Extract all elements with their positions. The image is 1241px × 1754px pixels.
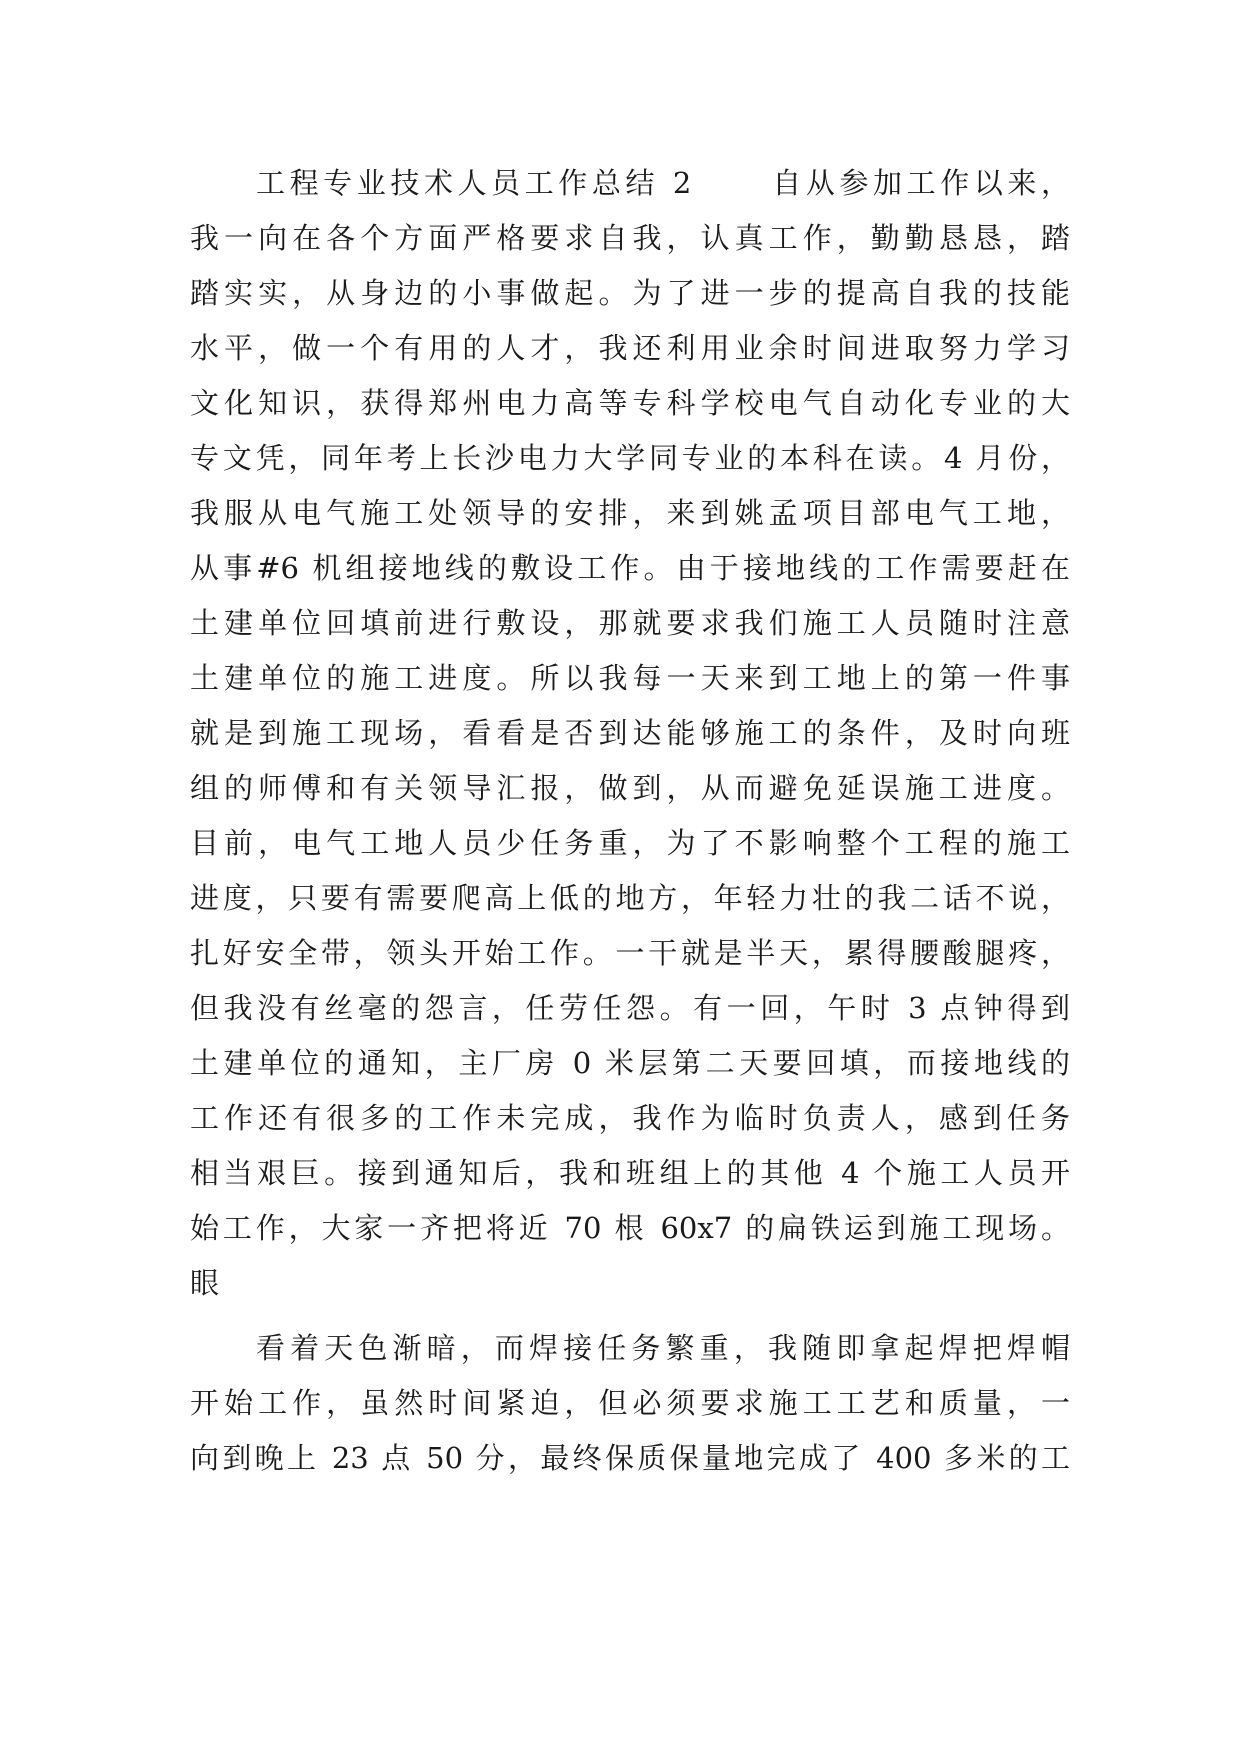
text-line: 开始工作，虽然时间紧迫，但必须要求施工工艺和质量，一 [190,1386,1070,1420]
text-line: 从事#6 机组接地线的敷设工作。由于接地线的工作需要赶在 [190,551,1070,585]
text-line: 专文凭，同年考上长沙电力大学同专业的本科在读。4 月份， [190,441,1070,475]
paragraph-2 [190,1321,1070,1486]
text-line: 文化知识，获得郑州电力高等专科学校电气自动化专业的大 [190,386,1070,420]
text-line: 土建单位的施工进度。所以我每一天来到工地上的第一件事 [190,661,1070,695]
text-line: 踏实实，从身边的小事做起。为了进一步的提高自我的技能 [190,276,1070,310]
paragraph-1 [190,156,1070,1311]
text-line: 目前，电气工地人员少任务重，为了不影响整个工程的施工 [190,826,1070,860]
text-line: 就是到施工现场，看看是否到达能够施工的条件，及时向班 [190,716,1070,750]
text-line: 工程专业技术人员工作总结 2 自从参加工作以来， [256,166,1070,200]
text-line: 我一向在各个方面严格要求自我，认真工作，勤勤恳恳，踏 [190,221,1070,255]
text-line: 水平，做一个有用的人才，我还利用业余时间进取努力学习 [190,331,1070,365]
body-text [190,156,1070,1486]
text-line: 始工作，大家一齐把将近 70 根 60x7 的扁铁运到施工现场。 [190,1211,1070,1245]
text-line: 进度，只要有需要爬高上低的地方，年轻力壮的我二话不说， [190,881,1070,915]
text-line: 我服从电气施工处领导的安排，来到姚孟项目部电气工地， [190,496,1070,530]
text-line: 但我没有丝毫的怨言，任劳任怨。有一回，午时 3 点钟得到 [190,991,1070,1025]
text-line: 组的师傅和有关领导汇报，做到，从而避免延误施工进度。 [190,771,1070,805]
text-line: 看着天色渐暗，而焊接任务繁重，我随即拿起焊把焊帽 [256,1331,1070,1365]
text-line: 工作还有很多的工作未完成，我作为临时负责人，感到任务 [190,1101,1070,1135]
text-line: 相当艰巨。接到通知后，我和班组上的其他 4 个施工人员开 [190,1156,1070,1190]
text-line: 眼 [190,1266,220,1300]
text-line: 土建单位的通知，主厂房 0 米层第二天要回填，而接地线的 [190,1046,1070,1080]
paragraph-gap [190,1311,1070,1321]
text-line: 土建单位回填前进行敷设，那就要求我们施工人员随时注意 [190,606,1070,640]
text-line: 向到晚上 23 点 50 分，最终保质保量地完成了 400 多米的工 [190,1441,1070,1475]
text-line: 扎好安全带，领头开始工作。一干就是半天，累得腰酸腿疼， [190,936,1070,970]
